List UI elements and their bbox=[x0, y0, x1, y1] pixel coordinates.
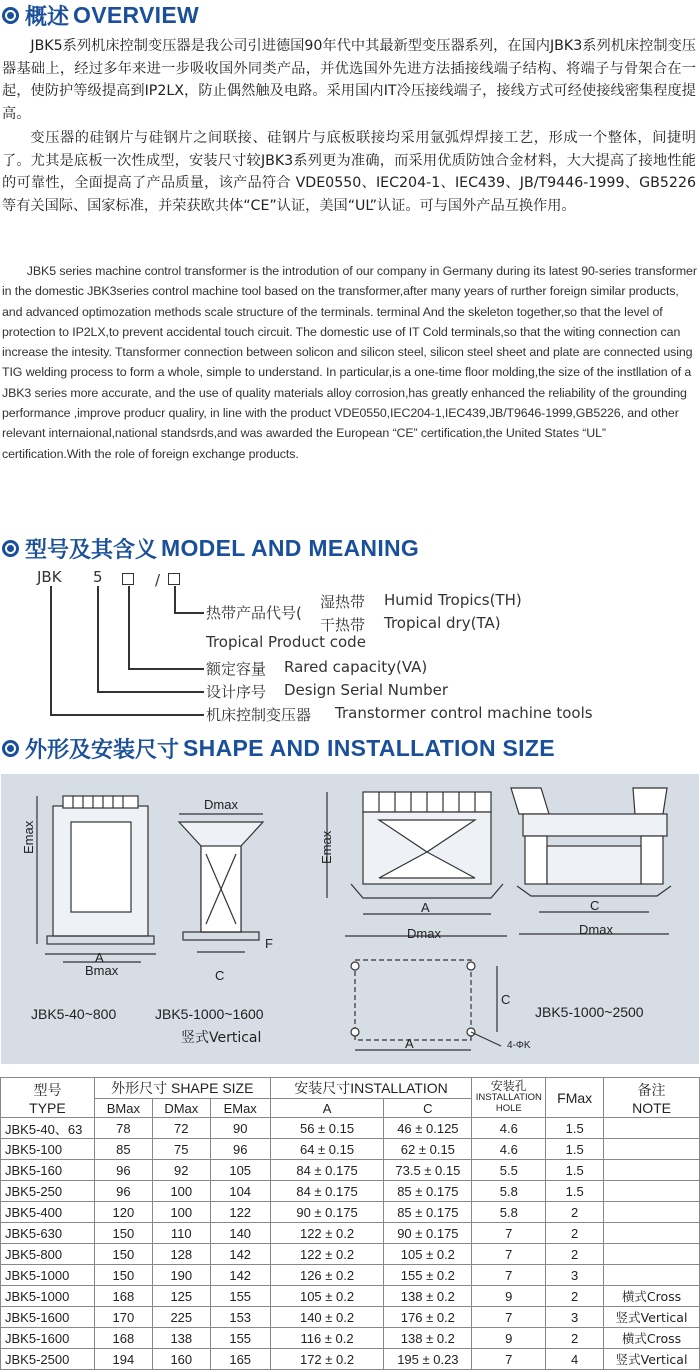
hole-cell: 5.8 bbox=[472, 1202, 546, 1223]
shape-heading-cn: 外形及安装尺寸 bbox=[25, 737, 180, 763]
fig3-caption: JBK5-1000~2500 bbox=[535, 1004, 644, 1020]
fig2-subcaption: 竖式Vertical bbox=[181, 1030, 262, 1046]
type-cell: JBK5-630 bbox=[1, 1223, 95, 1244]
header-bmax: BMax bbox=[94, 1099, 152, 1118]
note-cell bbox=[604, 1118, 700, 1139]
table-row bbox=[1, 1139, 700, 1160]
fmax-cell: 2 bbox=[546, 1244, 604, 1265]
dmax-cell: 75 bbox=[152, 1139, 210, 1160]
table-body bbox=[1, 1118, 700, 1370]
type-cell: JBK5-1000 bbox=[1, 1265, 95, 1286]
type-cell: JBK5-2500 bbox=[1, 1349, 95, 1370]
a-cell: 90 ± 0.175 bbox=[270, 1202, 384, 1223]
bmax-cell: 96 bbox=[94, 1181, 152, 1202]
table-row bbox=[1, 1244, 700, 1265]
fmax-cell: 1.5 bbox=[546, 1181, 604, 1202]
model-heading bbox=[0, 533, 419, 563]
bmax-cell: 168 bbox=[94, 1328, 152, 1349]
bmax-cell: 78 bbox=[94, 1118, 152, 1139]
header-c: C bbox=[384, 1099, 472, 1118]
bmax-cell: 96 bbox=[94, 1160, 152, 1181]
table-row bbox=[1, 1118, 700, 1139]
fmax-cell: 1.5 bbox=[546, 1160, 604, 1181]
header-a: A bbox=[270, 1099, 384, 1118]
table-row bbox=[1, 1328, 700, 1349]
dmax-cell: 125 bbox=[152, 1286, 210, 1307]
connector-line bbox=[174, 612, 204, 614]
hole-cell: 7 bbox=[472, 1223, 546, 1244]
connector-line bbox=[97, 586, 99, 691]
code-slash: / bbox=[155, 571, 161, 589]
note-cell bbox=[604, 1265, 700, 1286]
bmax-cell: 150 bbox=[94, 1223, 152, 1244]
dry-cn: 干热带 bbox=[320, 616, 366, 634]
header-dmax: DMax bbox=[152, 1099, 210, 1118]
humid-en: Humid Tropics(TH) bbox=[384, 591, 522, 609]
dmax-cell: 92 bbox=[152, 1160, 210, 1181]
header-installation: 安装尺寸INSTALLATION bbox=[270, 1078, 472, 1099]
a-cell: 105 ± 0.2 bbox=[270, 1286, 384, 1307]
fmax-cell: 2 bbox=[546, 1202, 604, 1223]
emax-cell: 165 bbox=[210, 1349, 270, 1370]
header-type-en: TYPE bbox=[29, 1099, 66, 1116]
header-note bbox=[604, 1078, 700, 1118]
model-heading-cn: 型号及其含义 bbox=[25, 537, 158, 563]
type-cell: JBK5-160 bbox=[1, 1160, 95, 1181]
c-cell: 73.5 ± 0.15 bbox=[384, 1160, 472, 1181]
fig5-hole-plan bbox=[351, 960, 501, 1050]
bmax-cell: 168 bbox=[94, 1286, 152, 1307]
fig1-label-emax: Emax bbox=[21, 820, 36, 854]
emax-cell: 155 bbox=[210, 1286, 270, 1307]
overview-heading-cn: 概述 bbox=[25, 4, 70, 30]
type-cell: JBK5-400 bbox=[1, 1202, 95, 1223]
c-cell: 85 ± 0.175 bbox=[384, 1202, 472, 1223]
header-type bbox=[1, 1078, 95, 1118]
a-cell: 84 ± 0.175 bbox=[270, 1160, 384, 1181]
table-row bbox=[1, 1223, 700, 1244]
header-hole-en1: INSTALLATION bbox=[475, 1092, 542, 1103]
overview-paragraph-1: JBK5系列机床控制变压器是我公司引进德国90年代中其最新型变压器系列，在国内JBK3系列机床控制变压器基础上，经过多年来进一步吸收国外同类产品，并优选国外先进方法插接线端子结构、将端子与骨架合在一起，使防护等级提高到IP2LX，防止偶然触及电路。采用国内IT冷压接线端子，接线方式可经使接线密集程度提高。 bbox=[2, 38, 696, 122]
bmax-cell: 170 bbox=[94, 1307, 152, 1328]
machine-en: Transtormer control machine tools bbox=[335, 704, 593, 722]
table-row bbox=[1, 1286, 700, 1307]
connector-line bbox=[128, 586, 130, 668]
note-cell bbox=[604, 1160, 700, 1181]
hole-cell: 9 bbox=[472, 1328, 546, 1349]
header-fmax: FMax bbox=[546, 1078, 604, 1118]
fig2-label-dmax: Dmax bbox=[204, 797, 238, 812]
a-cell: 116 ± 0.2 bbox=[270, 1328, 384, 1349]
header-hole-cn: 安装孔 bbox=[490, 1079, 527, 1093]
hole-cell: 4.6 bbox=[472, 1118, 546, 1139]
type-cell: JBK5-1600 bbox=[1, 1328, 95, 1349]
fig3-front-view bbox=[327, 792, 507, 936]
fmax-cell: 3 bbox=[546, 1265, 604, 1286]
a-cell: 172 ± 0.2 bbox=[270, 1349, 384, 1370]
type-cell: JBK5-40、63 bbox=[1, 1118, 95, 1139]
code-digit: 5 bbox=[93, 568, 103, 586]
tropical-en: Tropical Product code bbox=[206, 633, 366, 651]
type-cell: JBK5-250 bbox=[1, 1181, 95, 1202]
note-cell bbox=[604, 1181, 700, 1202]
dmax-cell: 225 bbox=[152, 1307, 210, 1328]
dmax-cell: 72 bbox=[152, 1118, 210, 1139]
connector-line bbox=[128, 668, 204, 670]
model-code-diagram bbox=[0, 566, 700, 731]
overview-paragraph-en: JBK5 series machine control transformer is the introdution of our company in Germany during its latest 90-series transformer in the domestic JBK3series control machine tool based on the transformer,after many years of rurther foreign similar products, and advanced optimozation methods scale structure of the terminals. terminal And the skeleton together,so that the level of protection to IP2LX,to prevent accidental touch circuit. The domestic use of IT Cold terminals,so that the witing connection can increase the intesity. Ttansformer connection between solicon and silicon steel, silicon steel sheet and plate are connected using TIG welding process to form a whole, simple to understand. In particular,is a one-time floor molding,the size of the instllation of a JBK3 series more accurate, and the use of quality materials alloy corrosion,has greatly enhanced the reliability of the grounding performance ,improve producr qualiry, in line with the product VDE0550,IEC204-1,IEC439,JB/T9646-1999,GB5226, and other relevant internaional,national standsrds,and was awarded the European “CE” certification,the United States “UL” certification.With the role of foreign exchange products. bbox=[2, 264, 697, 461]
fig5-label-k: 4-ΦK bbox=[507, 1040, 531, 1051]
hole-cell: 9 bbox=[472, 1286, 546, 1307]
hole-cell: 7 bbox=[472, 1244, 546, 1265]
a-cell: 64 ± 0.15 bbox=[270, 1139, 384, 1160]
hole-cell: 5.5 bbox=[472, 1160, 546, 1181]
header-hole-en2: HOLE bbox=[495, 1103, 522, 1114]
fig1-label-a: A bbox=[95, 950, 104, 965]
fig2-side-view bbox=[179, 814, 263, 952]
dmax-cell: 138 bbox=[152, 1328, 210, 1349]
dmax-cell: 160 bbox=[152, 1349, 210, 1370]
emax-cell: 155 bbox=[210, 1328, 270, 1349]
connector-line bbox=[50, 586, 52, 714]
emax-cell: 153 bbox=[210, 1307, 270, 1328]
a-cell: 122 ± 0.2 bbox=[270, 1223, 384, 1244]
fig1-front-view bbox=[37, 796, 156, 962]
emax-cell: 142 bbox=[210, 1244, 270, 1265]
emax-cell: 122 bbox=[210, 1202, 270, 1223]
type-cell: JBK5-1600 bbox=[1, 1307, 95, 1328]
a-cell: 126 ± 0.2 bbox=[270, 1265, 384, 1286]
fmax-cell: 4 bbox=[546, 1349, 604, 1370]
serial-cn: 设计序号 bbox=[206, 683, 267, 701]
fig3-label-emax: Emax bbox=[319, 830, 334, 864]
bullet-icon bbox=[2, 7, 19, 24]
c-cell: 105 ± 0.2 bbox=[384, 1244, 472, 1265]
fmax-cell: 1.5 bbox=[546, 1118, 604, 1139]
table-row bbox=[1, 1265, 700, 1286]
fmax-cell: 2 bbox=[546, 1223, 604, 1244]
fig5-label-c: C bbox=[501, 992, 511, 1007]
note-cell: 横式Cross bbox=[604, 1328, 700, 1349]
emax-cell: 142 bbox=[210, 1265, 270, 1286]
c-cell: 138 ± 0.2 bbox=[384, 1286, 472, 1307]
fmax-cell: 1.5 bbox=[546, 1139, 604, 1160]
bmax-cell: 194 bbox=[94, 1349, 152, 1370]
fig3-label-dmax: Dmax bbox=[407, 926, 441, 941]
fig4-label-c: C bbox=[590, 898, 600, 913]
bmax-cell: 85 bbox=[94, 1139, 152, 1160]
overview-heading-en: OVERVIEW bbox=[73, 1, 199, 28]
bmax-cell: 150 bbox=[94, 1265, 152, 1286]
note-cell bbox=[604, 1202, 700, 1223]
type-cell: JBK5-100 bbox=[1, 1139, 95, 1160]
c-cell: 176 ± 0.2 bbox=[384, 1307, 472, 1328]
note-cell bbox=[604, 1139, 700, 1160]
bullet-icon bbox=[2, 540, 19, 557]
dry-en: Tropical dry(TA) bbox=[384, 614, 501, 632]
emax-cell: 105 bbox=[210, 1160, 270, 1181]
overview-heading bbox=[0, 0, 199, 30]
a-cell: 84 ± 0.175 bbox=[270, 1181, 384, 1202]
hole-cell: 7 bbox=[472, 1307, 546, 1328]
machine-cn: 机床控制变压器 bbox=[206, 706, 312, 724]
tropical-cn: 热带产品代号( bbox=[206, 604, 302, 622]
table-row bbox=[1, 1202, 700, 1223]
hole-cell: 7 bbox=[472, 1349, 546, 1370]
c-cell: 195 ± 0.23 bbox=[384, 1349, 472, 1370]
header-installation-hole bbox=[472, 1078, 546, 1118]
type-cell: JBK5-1000 bbox=[1, 1286, 95, 1307]
fig1-caption: JBK5-40~800 bbox=[31, 1006, 117, 1022]
spec-table bbox=[0, 1077, 700, 1370]
dmax-cell: 100 bbox=[152, 1202, 210, 1223]
hole-cell: 7 bbox=[472, 1265, 546, 1286]
table-row bbox=[1, 1181, 700, 1202]
bullet-icon bbox=[2, 740, 19, 757]
emax-cell: 140 bbox=[210, 1223, 270, 1244]
table-row bbox=[1, 1349, 700, 1370]
fig1-label-bmax: Bmax bbox=[85, 963, 119, 978]
dmax-cell: 100 bbox=[152, 1181, 210, 1202]
shape-heading-en: SHAPE AND INSTALLATION SIZE bbox=[183, 734, 555, 761]
header-note-cn: 备注 bbox=[637, 1081, 666, 1098]
header-type-cn: 型号 bbox=[33, 1081, 62, 1098]
fig2-caption: JBK5-1000~1600 bbox=[155, 1006, 264, 1022]
c-cell: 46 ± 0.125 bbox=[384, 1118, 472, 1139]
table-row bbox=[1, 1160, 700, 1181]
note-cell bbox=[604, 1223, 700, 1244]
c-cell: 90 ± 0.175 bbox=[384, 1223, 472, 1244]
serial-en: Design Serial Number bbox=[284, 681, 449, 699]
emax-cell: 104 bbox=[210, 1181, 270, 1202]
a-cell: 122 ± 0.2 bbox=[270, 1244, 384, 1265]
type-cell: JBK5-800 bbox=[1, 1244, 95, 1265]
hole-cell: 4.6 bbox=[472, 1139, 546, 1160]
a-cell: 56 ± 0.15 bbox=[270, 1118, 384, 1139]
bmax-cell: 150 bbox=[94, 1244, 152, 1265]
header-emax: EMax bbox=[210, 1099, 270, 1118]
connector-line bbox=[174, 586, 176, 612]
tropical-box bbox=[168, 573, 180, 585]
model-heading-en: MODEL AND MEANING bbox=[161, 534, 420, 561]
table-header-row bbox=[1, 1078, 700, 1099]
fig5-label-a: A bbox=[405, 1036, 414, 1051]
a-cell: 140 ± 0.2 bbox=[270, 1307, 384, 1328]
dmax-cell: 190 bbox=[152, 1265, 210, 1286]
fmax-cell: 3 bbox=[546, 1307, 604, 1328]
note-cell: 竖式Vertical bbox=[604, 1349, 700, 1370]
code-prefix: JBK bbox=[37, 568, 62, 586]
dmax-cell: 110 bbox=[152, 1223, 210, 1244]
dmax-cell: 128 bbox=[152, 1244, 210, 1265]
c-cell: 155 ± 0.2 bbox=[384, 1265, 472, 1286]
fmax-cell: 2 bbox=[546, 1286, 604, 1307]
c-cell: 62 ± 0.15 bbox=[384, 1139, 472, 1160]
shape-heading bbox=[0, 733, 555, 763]
note-cell: 竖式Vertical bbox=[604, 1307, 700, 1328]
header-shape-size: 外形尺寸 SHAPE SIZE bbox=[94, 1078, 270, 1099]
header-note-en: NOTE bbox=[632, 1099, 671, 1116]
note-cell: 横式Cross bbox=[604, 1286, 700, 1307]
c-cell: 85 ± 0.175 bbox=[384, 1181, 472, 1202]
capacity-box bbox=[122, 573, 134, 585]
emax-cell: 96 bbox=[210, 1139, 270, 1160]
emax-cell: 90 bbox=[210, 1118, 270, 1139]
note-cell bbox=[604, 1244, 700, 1265]
fig3-label-a: A bbox=[421, 900, 430, 915]
shape-figure-panel bbox=[1, 774, 699, 1064]
fmax-cell: 2 bbox=[546, 1328, 604, 1349]
connector-line bbox=[97, 691, 204, 693]
hole-cell: 5.8 bbox=[472, 1181, 546, 1202]
fig4-label-dmax: Dmax bbox=[579, 922, 613, 937]
connector-line bbox=[50, 714, 204, 716]
fig2-label-c: C bbox=[215, 968, 225, 983]
overview-paragraph-2: 变压器的硅钢片与硅钢片之间联接、硅钢片与底板联接均采用氩弧焊焊接工艺，形成一个整体，间捷明了。尤其是底板一次性成型，安装尺寸较JBK3系列更为准确，而采用优质防蚀合金材料，大大提高了接地性能的可靠性，全面提高了产品质量，该产品符合 VDE0550、IEC204-1、IEC439、JB/T9446-1999、GB5226 等有关国际、国家标准，并荣获欧共体“CE”认证，美国“UL”认证。可与国外产品互换作用。 bbox=[2, 130, 696, 214]
c-cell: 138 ± 0.2 bbox=[384, 1328, 472, 1349]
fig2-label-f: F bbox=[265, 936, 273, 951]
table-row bbox=[1, 1307, 700, 1328]
humid-cn: 湿热带 bbox=[320, 593, 366, 611]
capacity-cn: 额定容量 bbox=[206, 660, 267, 678]
capacity-en: Rared capacity(VA) bbox=[284, 658, 428, 676]
bmax-cell: 120 bbox=[94, 1202, 152, 1223]
